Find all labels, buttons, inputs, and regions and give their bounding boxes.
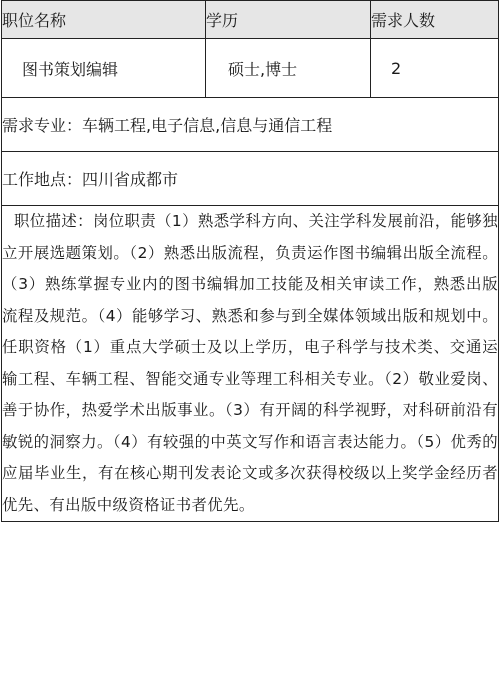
table-header-row: [2, 1, 499, 39]
position-education: 硕士,博士: [206, 39, 371, 98]
header-position-name: 职位名称: [2, 1, 206, 39]
description-cell: [2, 206, 499, 522]
position-row: [2, 39, 499, 98]
major-label: 需求专业：: [2, 116, 83, 135]
position-headcount: 2: [371, 39, 499, 98]
major-cell: [2, 98, 499, 152]
location-row: [2, 152, 499, 206]
job-posting-table: [1, 0, 499, 522]
location-cell: [2, 152, 499, 206]
location-value: 四川省成都市: [82, 170, 179, 189]
location-label: 工作地点：: [2, 170, 83, 189]
description-text: 职位描述：岗位职责（1）熟悉学科方向、关注学科发展前沿，能够独立开展选题策划。（2）熟悉出版流程，负责运作图书编辑出版全流程。（3）熟练掌握专业内的图书编辑加工技能及相关审读工作，熟悉出版流程及规范。（4）能够学习、熟悉和参与到全媒体领域出版和规划中。任职资格（1）重点大学硕士及以上学历，电子科学与技术类、交通运输工程、车辆工程、智能交通专业等理工科相关专业。（2）敬业爱岗、善于协作，热爱学术出版事业。（3）有开阔的科学视野，对科研前沿有敏锐的洞察力。（4）有较强的中英文写作和语言表达能力。（5）优秀的应届毕业生，有在核心期刊发表论文或多次获得校级以上奖学金经历者优先、有出版中级资格证书者优先。: [2, 212, 498, 514]
position-title: 图书策划编辑: [2, 39, 206, 98]
header-headcount: 需求人数: [371, 1, 499, 39]
description-row: [2, 206, 499, 522]
header-education: 学历: [206, 1, 371, 39]
major-row: [2, 98, 499, 152]
major-value: 车辆工程,电子信息,信息与通信工程: [82, 116, 333, 135]
